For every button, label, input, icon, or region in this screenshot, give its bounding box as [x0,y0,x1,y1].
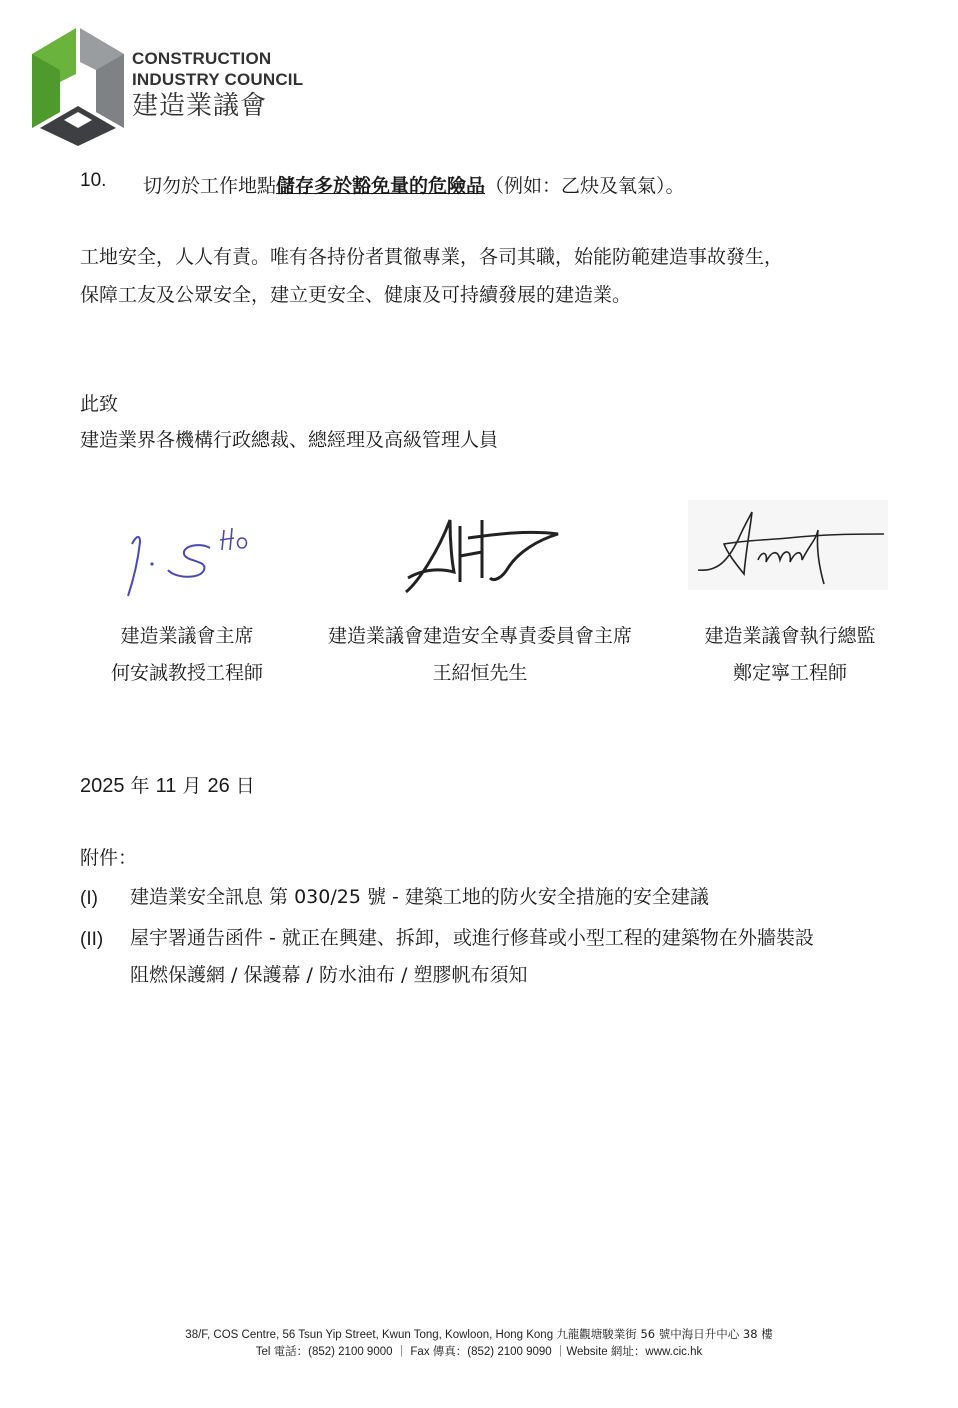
date-day: 26 [207,775,230,797]
signature-3 [688,500,888,590]
signatory-3-title: 建造業議會執行總監 [704,625,876,647]
cic-logo [30,24,320,154]
logo-line-3: 建造業議會 [132,91,268,121]
logo-line-2: INDUSTRY COUNCIL [132,70,304,89]
paragraph-line-1: 工地安全，人人有責。唯有各持份者貫徹專業，各司其職，始能防範建造事故發生， [80,246,784,268]
footer-address-zh: 九龍觀塘駿業街 56 號中海日升中心 38 樓 [556,1327,773,1341]
footer-contact: Tel 電話：(852) 2100 9000 ｜ Fax 傳真：(852) 2100 9090 ｜Website 網址：www.cic.hk [255,1346,703,1358]
footer [0,1326,958,1361]
signatory-2-name: 王紹恒先生 [432,662,528,684]
item-10-text-bold: 儲存多於豁免量的危險品 [276,175,486,197]
signatory-1 [82,618,292,692]
enclosure-1-text [130,879,910,916]
closing-paragraph [80,238,890,314]
date-month: 11 [155,775,177,797]
date-year-unit: 年 [130,775,150,797]
signatory-1-title: 建造業議會主席 [120,625,254,647]
footer-address [0,1326,958,1344]
item-10-text-after: （例如：乙炔及氧氣）。 [485,175,685,197]
enclosure-2-text [130,920,910,994]
date-day-unit: 日 [235,775,255,797]
date-year: 2025 [80,775,125,797]
enclosure-2-line-2: 阻燃保護網 / 保護幕 / 防水油布 / 塑膠帆布須知 [130,964,528,986]
paragraph-line-2: 保障工友及公眾安全，建立更安全、健康及可持續發展的建造業。 [80,284,632,306]
signatory-3 [680,618,900,692]
item-10-text-before: 切勿於工作地點 [143,175,277,197]
enclosure-1-line-1: 建造業安全訊息 第 030/25 號 - 建築工地的防火安全措施的安全建議 [130,886,709,908]
enclosure-2-line-1: 屋宇署通告函件 - 就正在興建、拆卸，或進行修葺或小型工程的建築物在外牆裝設 [130,927,814,949]
signature-1 [110,520,270,602]
signatory-2-title: 建造業議會建造安全專責委員會主席 [327,625,632,647]
enclosure-2-mark: (II) [80,929,104,950]
signatory-3-name: 鄭定寧工程師 [732,662,847,684]
footer-address-en: 38/F, COS Centre, 56 Tsun Yip Street, Kwun Tong, Kowloon, Hong Kong [185,1329,554,1341]
item-10-number: 10. [80,170,107,191]
salutation-line-1: 此致 [80,393,119,415]
item-10-text [143,167,685,205]
enclosure-1-mark: (I) [80,888,98,909]
signatory-2 [300,618,660,692]
logo-line-1: CONSTRUCTION [132,49,272,68]
signatory-1-name: 何安誠教授工程師 [110,662,263,684]
date-month-unit: 月 [182,775,202,797]
signature-2 [398,512,568,596]
letter-date [80,768,255,804]
cic-logo-mark-icon [30,24,126,146]
enclosures-title: 附件： [80,847,138,869]
salutation-line-2: 建造業界各機構行政總裁、總經理及高級管理人員 [80,429,499,451]
